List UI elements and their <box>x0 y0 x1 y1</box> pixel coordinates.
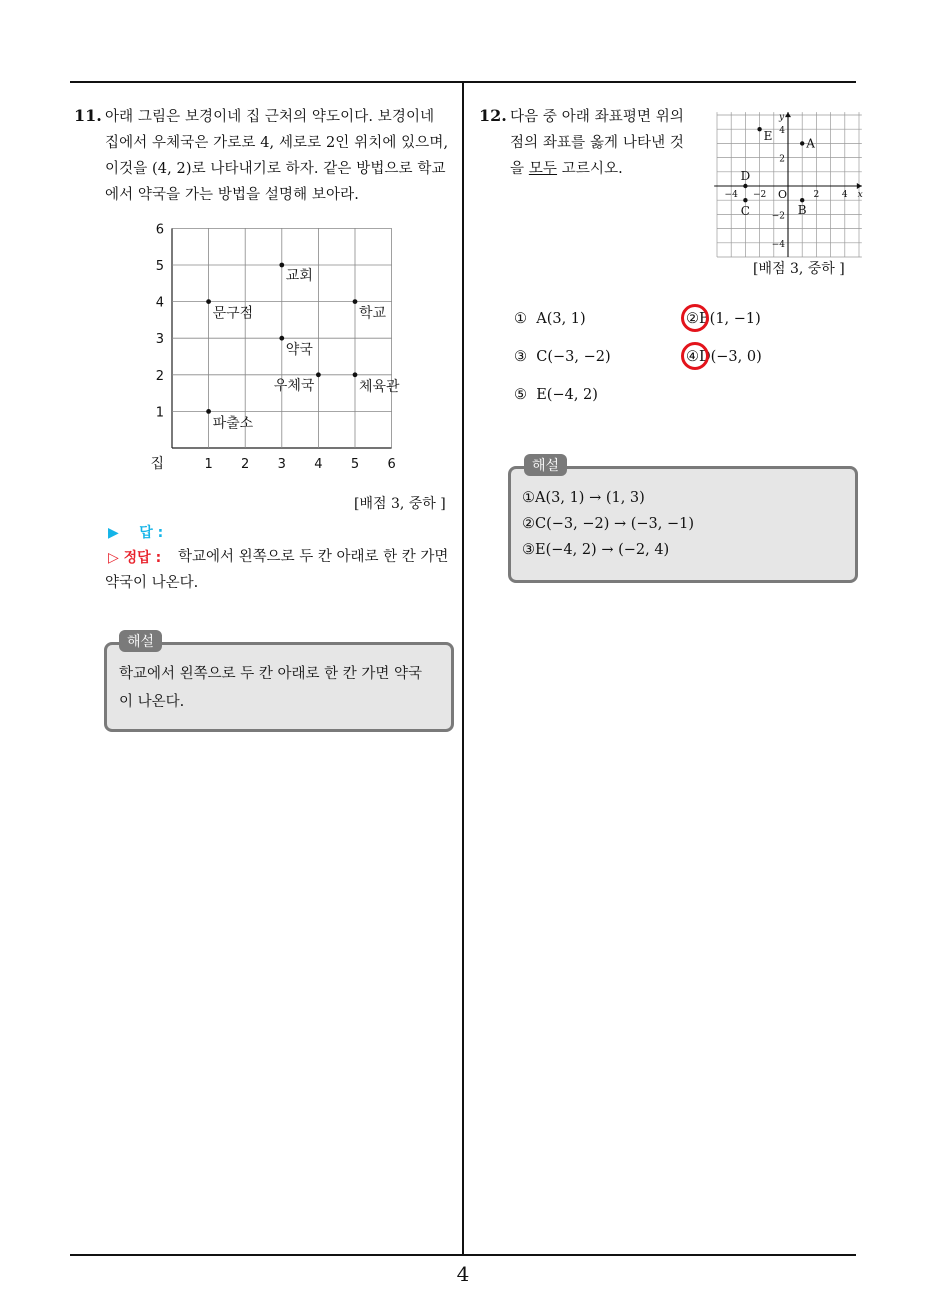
map-y-tick-label: 6 <box>155 222 164 238</box>
plane-y-tick-label: −2 <box>771 211 785 222</box>
plane-point-A <box>800 141 804 145</box>
map-point-문구점 <box>206 299 211 304</box>
x-axis-label: x <box>857 190 863 200</box>
plane-x-tick-label: 4 <box>841 190 848 200</box>
plane-point-label: B <box>797 203 807 218</box>
bottom-rule <box>70 1254 856 1256</box>
page-number: 4 <box>456 1262 470 1286</box>
map-label: 체육관 <box>359 378 400 395</box>
map-y-tick-label: 1 <box>155 405 164 421</box>
q11-line-1: 아래 그림은 보경이네 집 근처의 약도이다. 보경이네 <box>105 109 435 125</box>
map-origin-label: 집 <box>150 456 164 470</box>
plane-axes <box>714 112 862 257</box>
answer-marker-icon: ▶ <box>108 525 119 541</box>
q12-score: [배점 3, 중하 ] <box>753 261 845 277</box>
plane-point-D <box>743 184 747 188</box>
q11-explain-text <box>119 660 449 716</box>
plane-x-tick-label: −2 <box>752 190 767 200</box>
map-point-학교 <box>353 299 358 304</box>
q11-answer-line <box>108 522 163 542</box>
correct-answer-label: ▷ 정답 : <box>108 550 162 566</box>
map-label: 문구점 <box>212 305 254 322</box>
q11-number: 11. <box>74 106 102 125</box>
q11-explain-tag: 해설 <box>119 630 162 652</box>
choice-4[interactable]: ④D(−3, 0) <box>686 349 762 365</box>
q12-number: 12. <box>479 106 507 125</box>
q11-correct-line-1: 학교에서 왼쪽으로 두 칸 아래로 한 칸 가면 <box>178 549 449 565</box>
q11-prompt <box>105 104 457 208</box>
q11-explain-line-1: 학교에서 왼쪽으로 두 칸 아래로 한 칸 가면 약국 <box>119 666 423 682</box>
q12-explain-tag: 해설 <box>524 454 567 476</box>
q11-line-3: 이것을 (4, 2)로 나타내기로 하자. 같은 방법으로 학교 <box>105 161 446 177</box>
map-label: 약국 <box>285 342 313 359</box>
selected-answer-circle-icon <box>681 304 709 332</box>
map-point-약국 <box>279 336 284 341</box>
map-label: 교회 <box>285 268 313 284</box>
q11-correct-line-2: 약국이 나온다. <box>105 575 199 591</box>
map-point-우체국 <box>316 372 321 377</box>
map-label: 파출소 <box>212 415 254 432</box>
map-y-tick-label: 3 <box>155 332 164 348</box>
q11-line-2: 집에서 우체국은 가로로 4, 세로로 2인 위치에 있으며, <box>105 135 449 151</box>
map-y-tick-label: 4 <box>155 295 164 311</box>
plane-points <box>741 127 816 218</box>
plane-y-tick-label: 4 <box>779 126 785 137</box>
q11-correct-answer <box>105 544 457 596</box>
plane-x-tick-label: −4 <box>724 190 738 200</box>
q12-explain-line-2: ②C(−3, −2) → (−3, −1) <box>522 516 695 532</box>
q12-explain-line-3: ③E(−4, 2) → (−2, 4) <box>522 542 670 558</box>
map-y-tick-label: 5 <box>155 259 164 274</box>
emphasis-underline: 모두 <box>528 161 558 177</box>
map-x-tick-label: 4 <box>314 457 323 470</box>
selected-answer-circle-icon <box>681 342 709 370</box>
plane-point-E <box>757 127 761 131</box>
q11-line-4: 에서 약국을 가는 방법을 설명해 보아라. <box>105 187 359 203</box>
map-point-교회 <box>279 263 284 268</box>
map-label: 우체국 <box>273 377 315 394</box>
choice-5[interactable]: ⑤ E(−4, 2) <box>514 387 598 403</box>
choice-3[interactable]: ③ C(−3, −2) <box>514 349 611 365</box>
q12-explain-text <box>522 485 852 563</box>
q11-map-figure <box>150 218 410 470</box>
plane-point-C <box>743 198 747 202</box>
q12-line-3: 을 모두 고르시오. <box>510 161 623 177</box>
choice-1[interactable]: ① A(3, 1) <box>514 311 586 327</box>
map-y-tick-label: 2 <box>155 368 164 384</box>
plane-point-label: D <box>740 169 751 183</box>
q12-line-2: 점의 좌표를 옳게 나타낸 것 <box>510 135 685 151</box>
plane-point-label: E <box>763 129 773 144</box>
plane-point-label: A <box>806 136 815 151</box>
map-label: 학교 <box>359 305 387 322</box>
plane-point-label: C <box>740 204 750 219</box>
map-places <box>206 263 400 432</box>
q12-explain-line-1: ①A(3, 1) → (1, 3) <box>522 490 645 506</box>
map-x-tick-label: 5 <box>350 457 360 470</box>
map-ticks <box>150 222 395 470</box>
q11-explain-line-2: 이 나온다. <box>119 694 185 710</box>
map-x-tick-label: 1 <box>204 457 213 470</box>
plane-y-tick-label: −4 <box>771 239 785 250</box>
answer-label: 답 : <box>139 525 164 541</box>
q11-score: [배점 3, 중하 ] <box>354 496 446 512</box>
q12-prompt <box>510 104 710 182</box>
column-divider <box>462 82 464 1255</box>
q12-coordinate-plane <box>714 112 864 260</box>
plane-grid <box>717 112 862 257</box>
map-point-체육관 <box>353 372 358 377</box>
choice-2[interactable]: ②B(1, −1) <box>686 311 761 327</box>
origin-label: O <box>778 188 788 201</box>
map-x-tick-label: 2 <box>241 457 250 470</box>
map-x-tick-label: 6 <box>387 457 396 470</box>
map-point-파출소 <box>206 409 211 414</box>
plane-x-tick-label: 2 <box>813 190 820 200</box>
map-x-tick-label: 3 <box>277 457 286 470</box>
plane-y-tick-label: 2 <box>779 154 785 165</box>
plane-point-B <box>800 198 804 202</box>
q12-line-1: 다음 중 아래 좌표평면 위의 <box>510 109 685 125</box>
y-axis-label: y <box>779 112 785 123</box>
